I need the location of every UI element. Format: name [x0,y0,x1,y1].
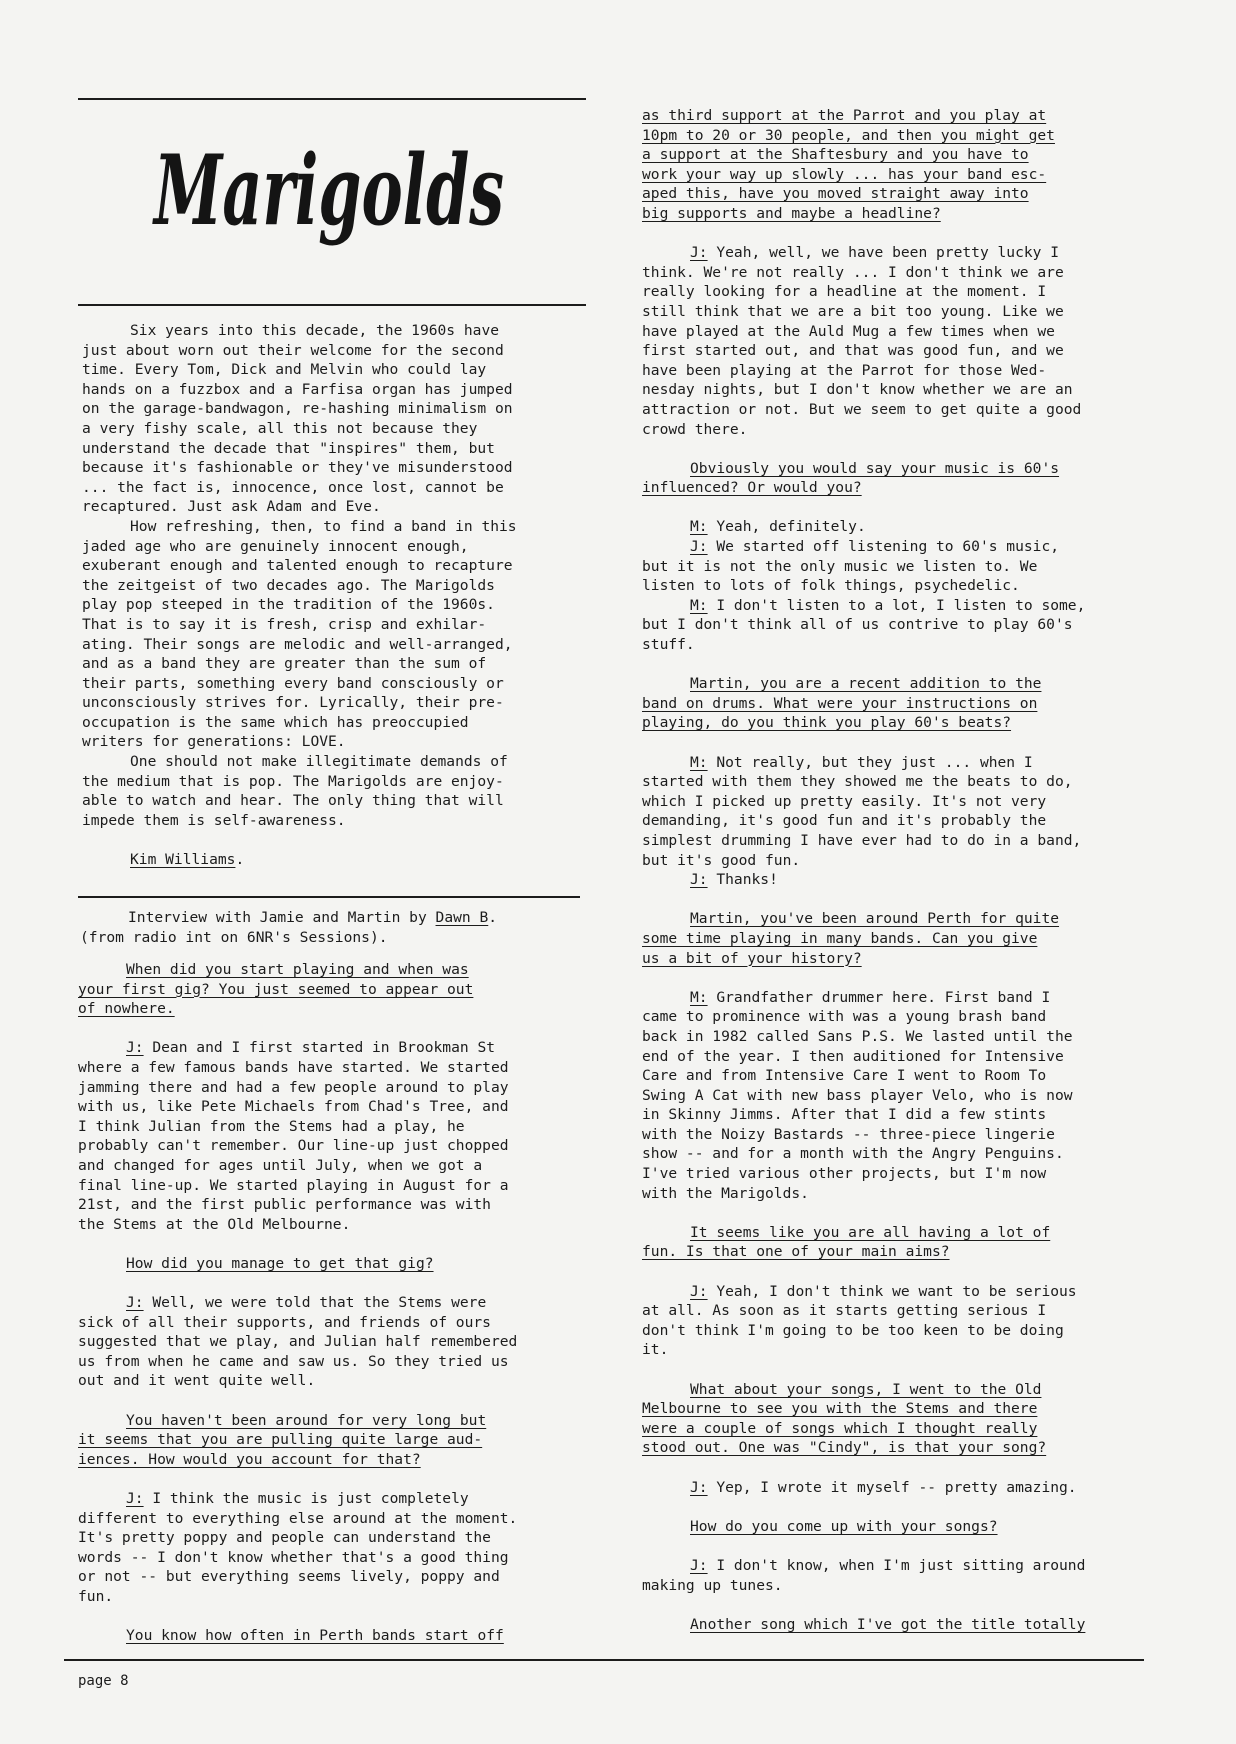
speaker-label: M: [690,596,708,614]
intro-source: . (from radio int on 6NR's Sessions). [80,909,498,946]
spacer [642,1360,1142,1380]
answer-text: I don't know, when I'm just sitting around making up tunes. [642,1556,1086,1594]
interviewer-question [642,1380,1142,1458]
review-paragraph: How refreshing, then, to find a band in this jaded age who are genuinely innocent enough, exuberant enough and talented enough to recapture the zeitgeist of two decades ago. The Marigolds play pop steeped in the tradition of the 1960s. That is to say it is fresh, crisp and exhilar- ating. Their songs are melodic and well-arranged, and as a band they are greater than the sum of their parts, something every band consciously or unconsciously strives for. Lyrically, their pre- occupation is the same which has preoccupied writers for generations: LOVE. [82,517,517,751]
speaker-label: J: [690,538,708,556]
spacer [78,1019,588,1039]
spacer [78,1234,588,1254]
top-rule-left [78,98,586,100]
speaker-label: J: [126,1039,144,1057]
bottom-rule [64,1659,1144,1661]
answer-text: Yep, I wrote it myself -- pretty amazing. [707,1478,1077,1496]
question-text: Obviously you would say your music is 60's influenced? Or would you? [642,459,1060,497]
interviewer-question [642,909,1142,968]
interview-separator [78,896,580,898]
review-author: Kim Williams [130,851,236,869]
interview-intro [80,908,580,947]
answer-paragraph [642,243,1142,439]
interviewer-question [642,1223,1142,1262]
review-paragraph: One should not make illegitimate demands of the medium that is pop. The Marigolds are enjoy- able to watch and hear. The only thing that will impede them is self-awareness. [82,753,508,829]
speaker-label: J: [126,1490,144,1508]
answer-paragraph [642,870,1142,890]
spacer [642,1595,1142,1615]
spacer [78,1391,588,1411]
interviewer-question [642,1517,1142,1537]
answer-paragraph [642,1478,1142,1498]
spacer [642,1458,1142,1478]
speaker-label: J: [690,1556,708,1574]
interviewer-question [78,1626,588,1646]
review-paragraph: Six years into this decade, the 1960s have just about worn out their welcome for the second time. Every Tom, Dick and Melvin who could lay hands on a fuzzbox and a Farfisa organ has jumped on the garage-bandwagon, re-hashing minimalism on a very fishy scale, all this not because they understand the decade that "inspires" them, but because it's fashionable or they've misunderstood ... the fact is, innocence, once lost, cannot be recaptured. Just ask Adam and Eve. [82,322,513,516]
question-text: How do you come up with your songs? [690,1517,998,1535]
question-text: When did you start playing and when was your first gig? You just seemed to appear out of nowhere. [78,961,474,1018]
page-number: page 8 [78,1673,129,1689]
spacer [642,498,1142,518]
review-author-period: . [235,851,245,869]
interview-left-column [78,960,588,1646]
speaker-label: J: [690,244,708,262]
answer-paragraph [642,1556,1142,1595]
interviewer-question [642,674,1142,733]
spacer [642,1497,1142,1517]
interviewer-name: Dawn B [435,909,489,926]
interviewer-question [78,960,588,1019]
speaker-label: M: [690,753,708,771]
speaker-label: J: [690,871,708,889]
question-text: as third support at the Parrot and you play at 10pm to 20 or 30 people, and then you might get a support at the Shaftesbury and you have to work your way up slowly ... has your band esc- aped this, have you moved straight away into big supports and maybe a headline? [642,107,1055,222]
speaker-label: M: [690,518,708,536]
page-title: Marigolds [152,134,504,247]
spacer [78,1469,588,1489]
spacer [642,890,1142,910]
title-underline [78,304,586,306]
answer-paragraph [642,537,1142,596]
answer-paragraph [78,1293,588,1391]
answer-paragraph [642,988,1142,1204]
answer-text: Grandfather drummer here. First band I came to prominence with was a young brash band back in 1982 called Sans P.S. We lasted until the end of the year. I then auditioned for Intensive Care and from Intensive Care I went to Room To Swing A Cat with new bass player Velo, who is now in Skinny Jimms. After that I did a few stints with the Noizy Bastards -- three-piece lingerie show -- and for a month with the Angry Penguins. I've tried various other projects, but I'm now with the Marigolds. [642,988,1073,1202]
interview-right-column [642,106,1142,1634]
intro-text: Interview with Jamie and Martin by [128,909,436,926]
speaker-label: J: [690,1282,708,1300]
question-text: Martin, you are a recent addition to the band on drums. What were your instructions on playing, do you think you play 60's beats? [642,675,1042,732]
interviewer-question [642,1615,1142,1635]
spacer [642,968,1142,988]
answer-paragraph [642,517,1142,537]
answer-text: Thanks! [707,871,778,889]
question-text: It seems like you are all having a lot of fun. Is that one of your main aims? [642,1223,1051,1261]
question-text: Another song which I've got the title totally [690,1615,1086,1633]
answer-paragraph [642,1282,1142,1360]
speaker-label: J: [126,1294,144,1312]
spacer [78,1274,588,1294]
answer-text: Yeah, definitely. [707,518,866,536]
question-text: You know how often in Perth bands start off [126,1627,504,1645]
spacer [642,1262,1142,1282]
answer-text: Not really, but they just ... when I started with them they showed me the beats to do, which I picked up pretty easily. It's not very demanding, it's good fun and it's probably the simplest drumming I have ever had to do in a band, but it's good fun. [642,753,1082,869]
review-byline [82,850,582,870]
speaker-label: J: [690,1478,708,1496]
answer-text: Yeah, I don't think we want to be serious at all. As soon as it starts getting serious I don't think I'm going to be too keen to be doing it. [642,1282,1077,1359]
interviewer-question [78,1254,588,1274]
marigolds-masthead [150,112,510,282]
spacer [642,224,1142,244]
question-text: What about your songs, I went to the Old Melbourne to see you with the Stems and there were a couple of songs which I thought really stood out. One was "Cindy", is that your song? [642,1380,1047,1457]
spacer [642,655,1142,675]
interviewer-question [642,459,1142,498]
answer-text: I think the music is just completely different to everything else around at the moment. It's pretty poppy and people can understand the words -- I don't know whether that's a good thing or not -- but everything seems lively, poppy and fun. [78,1490,518,1605]
speaker-label: M: [690,988,708,1006]
answer-text: Yeah, well, we have been pretty lucky I think. We're not really ... I don't think we are really looking for a headline at the moment. I still think that we are a bit too young. Like we have played at the Auld Mug a few times when we first started out, and that was good fun, and we have been playing at the Parrot for those Wed- nesday nights, but I don't know whether we are an attraction or not. But we seem to get quite a good crowd there. [642,244,1082,438]
answer-text: I don't listen to a lot, I listen to some, but I don't think all of us contrive to play 60's stuff. [642,596,1086,654]
answer-text: We started off listening to 60's music, but it is not the only music we listen to. We listen to lots of folk things, psychedelic. [642,538,1060,595]
question-text: Martin, you've been around Perth for quite some time playing in many bands. Can you give us a bit of your history? [642,910,1060,967]
answer-paragraph [642,753,1142,871]
answer-text: Dean and I first started in Brookman St where a few famous bands have started. We started jamming there and had a few people around to play with us, like Pete Michaels from Chad's Tree, and I think Julian from the Stems had a play, he probably can't remember. Our line-up just chopped and changed for ages until July, when we got a final line-up. We started playing in August for a 21st, and the first public performance was with the Stems at the Old Melbourne. [78,1039,509,1233]
interviewer-question [642,106,1142,224]
answer-paragraph [78,1038,588,1234]
question-text: How did you manage to get that gig? [126,1254,434,1272]
spacer [642,1203,1142,1223]
spacer [642,1536,1142,1556]
question-text: You haven't been around for very long but it seems that you are pulling quite large aud- iences. How would you account for that? [78,1411,487,1468]
spacer [78,1607,588,1627]
interviewer-question [78,1411,588,1470]
answer-paragraph [78,1489,588,1607]
answer-text: Well, we were told that the Stems were sick of all their supports, and friends of ours suggested that we play, and Julian half remembered us from when he came and saw us. So they tried us out and it went quite well. [78,1294,518,1390]
answer-paragraph [642,596,1142,655]
spacer [82,830,582,850]
spacer [642,439,1142,459]
review-article [82,321,582,870]
spacer [642,733,1142,753]
